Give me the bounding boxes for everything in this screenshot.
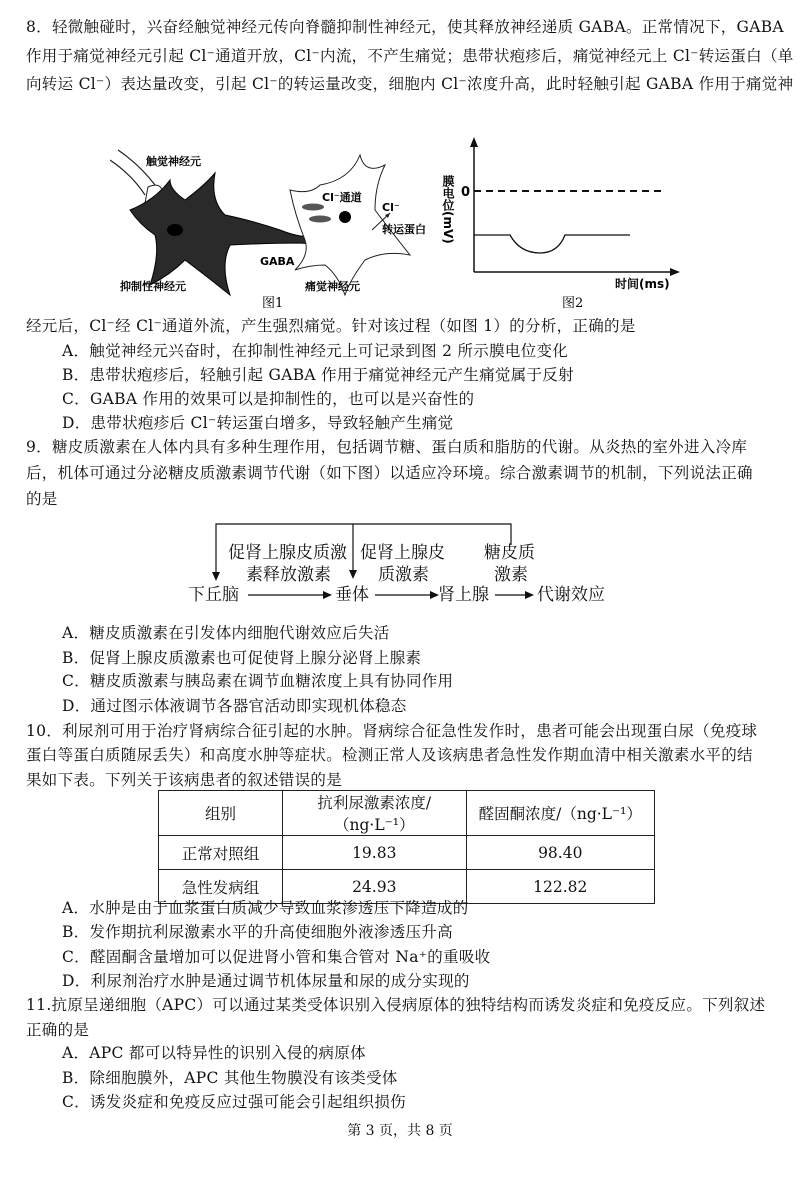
node-adrenal: 肾上腺 [438, 585, 489, 605]
label-cl-channel: Cl⁻通道 [322, 191, 362, 204]
table-cell: 急性发病组 [159, 870, 283, 904]
q8-option-d[interactable]: D．患带状疱疹后 Cl⁻转运蛋白增多，导致轻触产生痛觉 [62, 414, 454, 432]
q11-option-b[interactable]: B．除细胞膜外，APC 其他生物膜没有该类受体 [62, 1069, 398, 1087]
q8-option-c[interactable]: C．GABA 作用的效果可以是抑制性的，也可以是兴奋性的 [62, 390, 475, 408]
q9-option-d[interactable]: D．通过图示体液调节各器官活动即实现机体稳态 [62, 697, 407, 715]
q9-option-a[interactable]: A．糖皮质激素在引发体内细胞代谢效应后失活 [62, 624, 390, 642]
q8-stem-line: 向转运 Cl⁻）表达量改变，引起 Cl⁻的转运量改变，细胞内 Cl⁻浓度升高，此时轻触引起 GABA 作用于痛觉神 [26, 75, 794, 93]
q10-option-d[interactable]: D．利尿剂治疗水肿是通过调节机体尿量和尿的成分实现的 [62, 972, 470, 990]
header-cell: 组别 [159, 791, 283, 836]
q9-stem-line: 后，机体可通过分泌糖皮质激素调节代谢（如下图）以适应冷环境。综合激素调节的机制，下列说法正确 [26, 464, 753, 482]
label-cl: Cl⁻ [382, 201, 400, 214]
zero-tick: 0 [461, 185, 471, 200]
q10-stem-line: 10．利尿剂可用于治疗肾病综合征引起的水肿。肾病综合征急性发作时，患者可能会出现蛋白尿（免疫球 [26, 722, 758, 740]
label-transporter: 转运蛋白 [382, 223, 426, 236]
edge-label-glucocorticoid: 激素 [494, 565, 528, 585]
label-inhibitory-neuron: 抑制性神经元 [120, 280, 186, 293]
table-cell: 24.93 [283, 870, 467, 904]
table-cell: 98.40 [466, 836, 654, 870]
table-cell: 122.82 [466, 870, 654, 904]
node-metabolic-effect: 代谢效应 [537, 585, 605, 605]
q11-option-a[interactable]: A．APC 都可以特异性的识别入侵的病原体 [62, 1044, 366, 1062]
figure-1-caption: 图1 [262, 296, 284, 310]
q9-option-c[interactable]: C．糖皮质激素与胰岛素在调节血糖浓度上具有协同作用 [62, 672, 454, 690]
node-pituitary: 垂体 [335, 585, 369, 605]
q11-option-c[interactable]: C．诱发炎症和免疫反应过强可能会引起组织损伤 [62, 1093, 406, 1111]
q8-stem-line: 8．轻微触碰时，兴奋经触觉神经元传向脊髓抑制性神经元，使其释放神经递质 GABA。正常情况下，GABA [26, 18, 784, 36]
edge-label-crh: 促肾上腺皮质激 [228, 543, 347, 563]
header-cell: 醛固酮浓度/（ng·L⁻¹） [466, 791, 654, 836]
table-cell: 19.83 [283, 836, 467, 870]
edge-label-acth: 促肾上腺皮 [360, 543, 445, 563]
q9-option-b[interactable]: B．促肾上腺皮质激素也可促使肾上腺分泌肾上腺素 [62, 649, 422, 667]
q9-stem-line: 的是 [26, 490, 58, 508]
hormone-table [158, 790, 655, 904]
y-axis-label: 膜电位(mV) [441, 175, 455, 244]
table-row [159, 836, 655, 870]
edge-label-acth: 质激素 [378, 565, 429, 585]
x-axis-label: 时间(ms) [615, 277, 670, 291]
q11-stem-line: 正确的是 [26, 1021, 90, 1039]
header-cell: 抗利尿激素浓度/（ng·L⁻¹） [283, 791, 467, 836]
table-cell: 正常对照组 [159, 836, 283, 870]
q8-stem-line: 经元后，Cl⁻经 Cl⁻通道外流，产生强烈痛觉。针对该过程（如图 1）的分析，正确的是 [26, 317, 636, 335]
q8-option-a[interactable]: A．触觉神经元兴奋时，在抑制性神经元上可记录到图 2 所示膜电位变化 [62, 342, 569, 360]
label-touch-neuron: 触觉神经元 [146, 155, 201, 168]
q10-option-c[interactable]: C．醛固酮含量增加可以促进肾小管和集合管对 Na⁺的重吸收 [62, 948, 491, 966]
q9-stem-line: 9．糖皮质激素在人体内具有多种生理作用，包括调节糖、蛋白质和脂肪的代谢。从炎热的室外进入冷库 [26, 438, 748, 456]
page-footer: 第 3 页，共 8 页 [347, 1123, 453, 1139]
edge-label-glucocorticoid: 糖皮质 [484, 543, 535, 563]
q8-stem-line: 作用于痛觉神经元引起 Cl⁻通道开放，Cl⁻内流，不产生痛觉；患带状疱疹后，痛觉神经元上 Cl⁻转运蛋白（单 [26, 47, 794, 65]
q11-stem-line: 11.抗原呈递细胞（APC）可以通过某类受体识别入侵病原体的独特结构而诱发炎症和免疫反应。下列叙述 [26, 996, 766, 1014]
edge-label-crh: 素释放激素 [246, 565, 331, 585]
q8-option-b[interactable]: B．患带状疱疹后，轻触引起 GABA 作用于痛觉神经元产生痛觉属于反射 [62, 366, 574, 384]
q10-stem-line: 蛋白等蛋白质随尿丢失）和高度水肿等症状。检测正常人及该病患者急性发作期血清中相关激素水平的结 [26, 746, 753, 764]
q10-option-b[interactable]: B．发作期抗利尿激素水平的升高使细胞外液渗透压升高 [62, 923, 453, 941]
q10-option-a[interactable]: A．水肿是由于血浆蛋白质减少导致血浆渗透压下降造成的 [62, 899, 469, 917]
node-hypothalamus: 下丘脑 [188, 585, 239, 605]
label-pain-neuron: 痛觉神经元 [305, 280, 360, 293]
hormone-flow-diagram [180, 515, 620, 615]
label-gaba: GABA [260, 255, 295, 268]
figure-2-membrane-potential [440, 135, 690, 310]
table-header-row [159, 791, 655, 836]
q10-stem-line: 果如下表。下列关于该病患者的叙述错误的是 [26, 771, 343, 789]
figure-1-neurons [110, 135, 440, 310]
figure-2-caption: 图2 [562, 296, 584, 310]
